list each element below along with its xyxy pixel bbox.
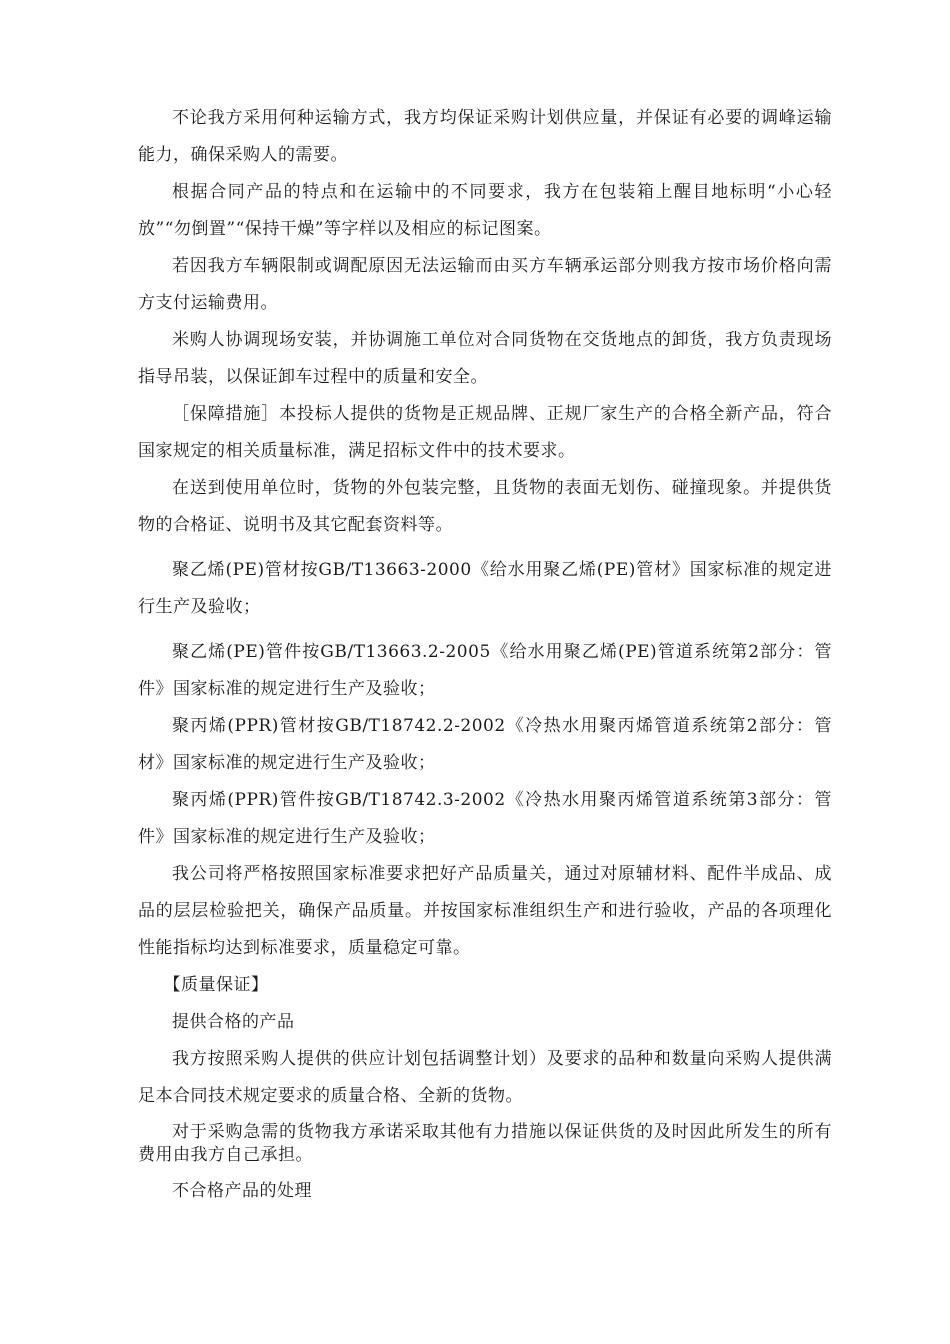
paragraph-transport-cost: 若因我方车辆限制或调配原因无法运输而由买方车辆承运部分则我方按市场价格向需方支付运输费用。: [138, 256, 832, 313]
paragraph-urgent-goods: 对于采购急需的货物我方承诺采取其他有力措施以保证供货的及时因此所发生的所有费用由我方自己承担。: [138, 1122, 832, 1165]
subheading-nonconforming-products: 不合格产品的处理: [172, 1181, 312, 1201]
paragraph-safeguard-measures: ［保障措施］本投标人提供的货物是正规品牌、正规厂家生产的合格全新产品，符合国家规定的相关质量标准，满足招标文件中的技术要求。: [138, 404, 832, 461]
document-body: [138, 100, 832, 1210]
paragraph-ppr-fitting-standard: 聚丙烯(PPR)管件按GB/T18742.3-2002《冷热水用聚丙烯管道系统第3部分：管件》国家标准的规定进行生产及验收；: [138, 790, 832, 847]
section-heading-quality-assurance: 【质量保证】: [163, 975, 269, 995]
paragraph-packaging-marks: 根据合同产品的特点和在运输中的不同要求，我方在包装箱上醒目地标明“小心轻放”“勿倒置”“保持干燥”等字样以及相应的标记图案。: [138, 182, 832, 239]
paragraph-delivery-condition: 在送到使用单位时，货物的外包装完整，且货物的表面无划伤、碰撞现象。并提供货物的合格证、说明书及其它配套资料等。: [138, 478, 832, 535]
paragraph-supply-plan: 我方按照采购人提供的供应计划包括调整计划）及要求的品种和数量向采购人提供满足本合同技术规定要求的质量合格、全新的货物。: [138, 1049, 832, 1106]
paragraph-pe-pipe-standard: 聚乙烯(PE)管材按GB/T13663-2000《给水用聚乙烯(PE)管材》国家标准的规定进行生产及验收；: [138, 560, 832, 617]
paragraph-installation-unloading: 米购人协调现场安装，并协调施工单位对合同货物在交货地点的卸货，我方负责现场指导吊装，以保证卸车过程中的质量和安全。: [138, 330, 832, 387]
paragraph-pe-fitting-standard: 聚乙烯(PE)管件按GB/T13663.2-2005《给水用聚乙烯(PE)管道系统第2部分：管件》国家标准的规定进行生产及验收；: [138, 642, 832, 699]
paragraph-transport-guarantee: 不论我方采用何种运输方式，我方均保证采购计划供应量，并保证有必要的调峰运输能力，确保采购人的需要。: [138, 108, 832, 165]
paragraph-quality-control: 我公司将严格按照国家标准要求把好产品质量关，通过对原辅材料、配件半成品、成品的层层检验把关，确保产品质量。并按国家标准组织生产和进行验收，产品的各项理化性能指标均达到标准要求，质量稳定可靠。: [138, 864, 832, 958]
subheading-qualified-products: 提供合格的产品: [172, 1012, 295, 1032]
paragraph-ppr-pipe-standard: 聚丙烯(PPR)管材按GB/T18742.2-2002《冷热水用聚丙烯管道系统第2部分：管材》国家标准的规定进行生产及验收；: [138, 716, 832, 773]
